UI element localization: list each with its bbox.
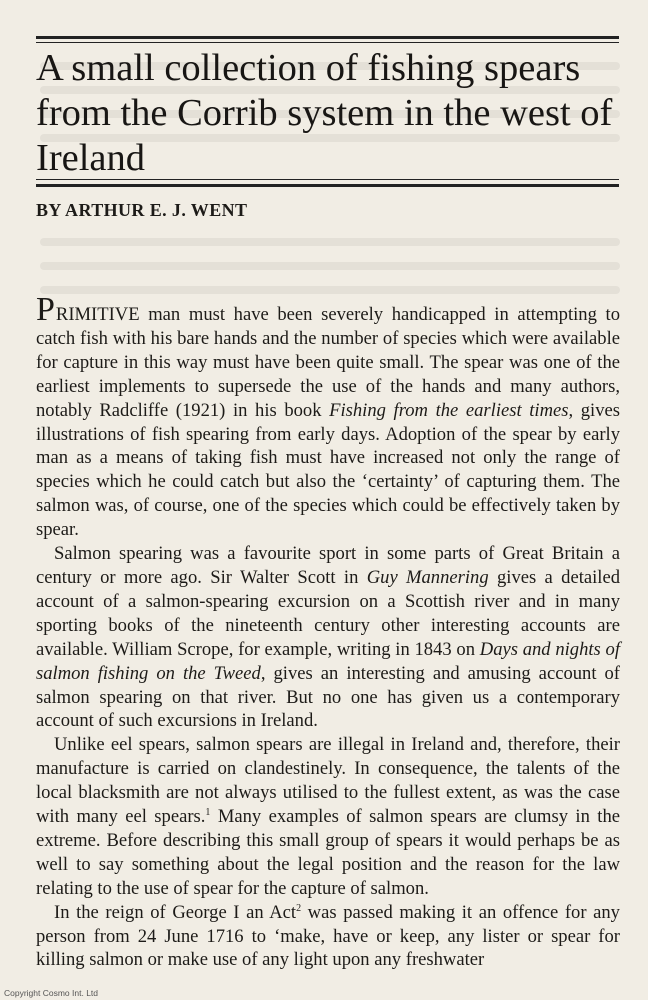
header-rule-thin-top xyxy=(36,42,619,43)
header-rule-thin-bottom xyxy=(36,179,619,180)
copyright-notice: Copyright Cosmo Int. Ltd xyxy=(4,988,99,998)
header-rule-thick-top xyxy=(36,36,619,39)
book-title: Days and nights of salmon fishing on the Tweed xyxy=(36,638,620,684)
header-rule-thick-bottom xyxy=(36,184,619,187)
book-title: Guy Mannering xyxy=(366,566,489,588)
paragraph-1: PRIMITIVE man must have been severely handicapped in attempting to catch fish with his bare hands and the number of species which were available for capture in this way must have been quite small. The spear was one of the earliest implements to supersede the use of the hands and many authors, notably Radcliffe (1921) in his book Fishing from the earliest times, gives illustrations of fish spearing from early days. Adoption of the spear by early man as a means of taking fish must have increased not only the range of species which he could catch but also the ‘certainty’ of capturing them. The salmon was, of course, one of the species which could be effectively taken by spear. xyxy=(36,291,621,541)
paragraph-3: Unlike eel spears, salmon spears are illegal in Ireland and, therefore, their manufacture is carried on clandestinely. In consequence, the talents of the local blacksmith are not always utilised to the fullest extent, as was the case with many eel spears.$^1$ Many examples of salmon spears are clumsy in the extreme. Before describing this small group of spears it would perhaps be as well to say something about the legal position and the reason for the law relating to the use of spear for the capture of salmon. xyxy=(36,734,620,899)
book-title: Fishing from the earliest times xyxy=(329,399,569,421)
paragraph-4: In the reign of George I an Act$^2$ was passed making it an offence for any person from 24 June 1716 to ‘make, have or keep, any lister or spear for killing salmon or make use of any light upon any freshwater xyxy=(36,901,620,971)
article-title: A small collection of fishing spears from the Corrib system in the west of Ireland xyxy=(36,47,613,179)
article-body xyxy=(36,291,621,972)
footnote-marker: 1 xyxy=(205,806,211,818)
article-byline: BY ARTHUR E. J. WENT xyxy=(36,200,248,220)
drop-cap: P xyxy=(36,291,56,328)
paragraph-2: Salmon spearing was a favourite sport in some parts of Great Britain a century or more ago. Sir Walter Scott in Guy Mannering gives a detailed account of a salmon-spearing excursion on a Scottish river and in many sporting books of the nineteenth century other interesting accounts are available. William Scrope, for example, writing in 1843 on Days and nights of salmon fishing on the Tweed, gives an interesting and amusing account of salmon spearing on that river. But no one has given us a contemporary account of such excursions in Ireland. xyxy=(36,543,620,732)
footnote-marker: 2 xyxy=(296,902,302,914)
